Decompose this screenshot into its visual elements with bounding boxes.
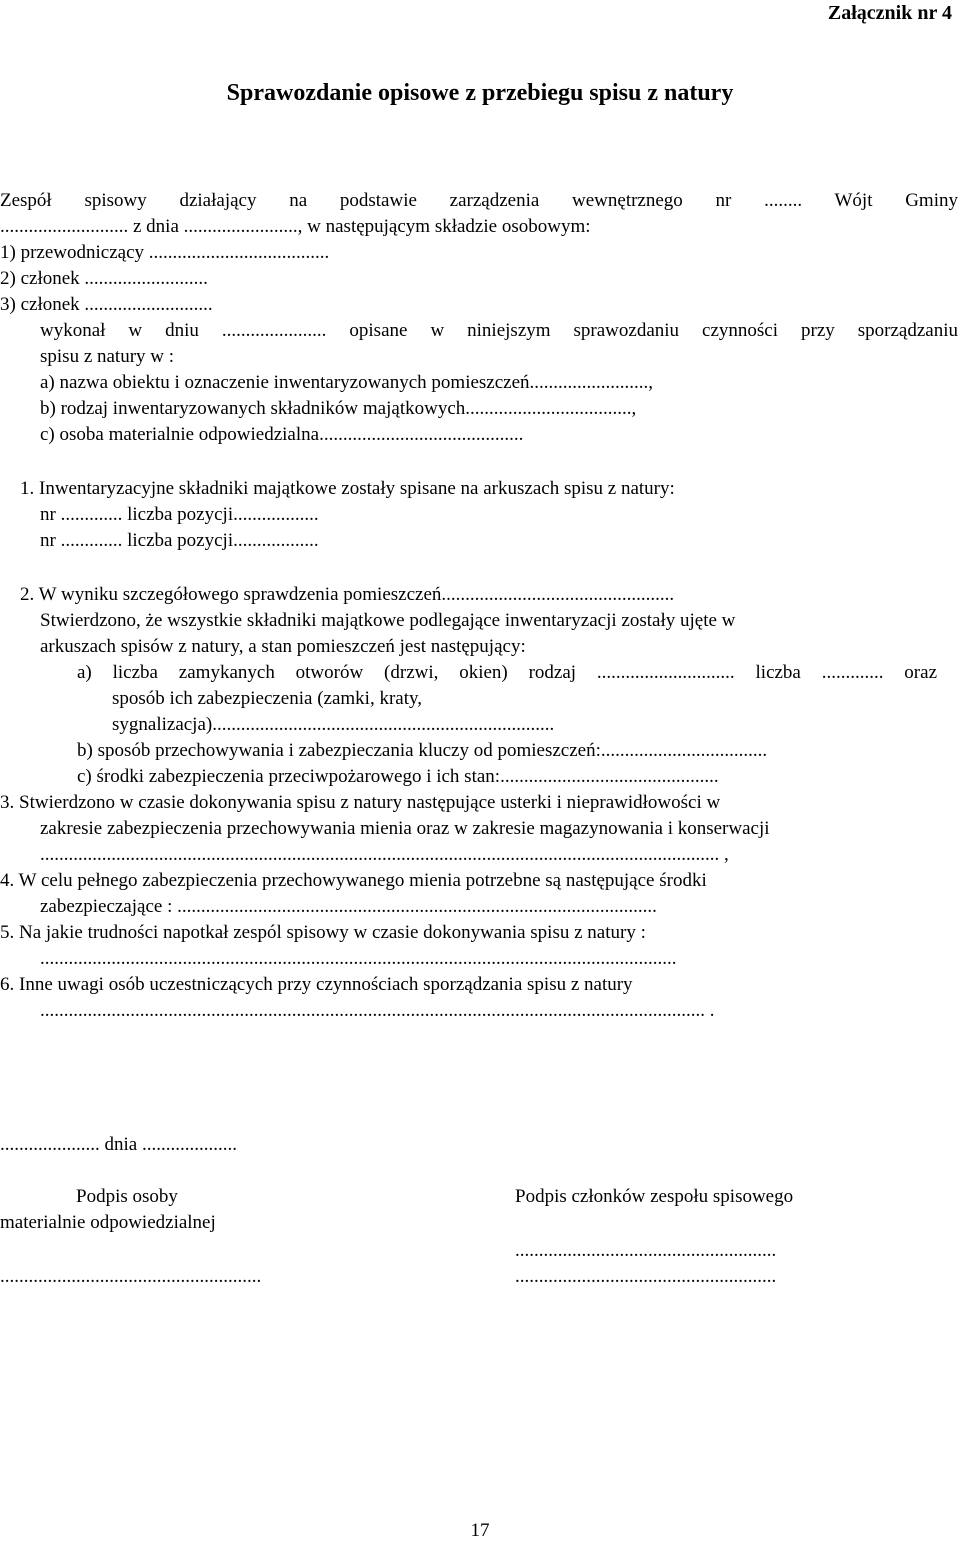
signature-left-label-1: Podpis osoby [76,1186,178,1207]
section-4-line-2: zabezpieczające : ..................................................................................................... [40,896,657,917]
signature-left-label-2: materialnie odpowiedzialnej [0,1212,216,1233]
performed-line-1: wykonał w dniu ...................... opisane w niniejszym sprawozdaniu czynności przy sporządzaniu [40,320,958,341]
section-2-item-a-3: sygnalizacja)........................................................................ [112,714,555,735]
intro-item-a: a) nazwa obiektu i oznaczenie inwentaryzowanych pomieszczeń........................., [40,372,654,393]
section-1-row-1: nr ............. liczba pozycji.................. [40,504,319,525]
annex-label: Załącznik nr 4 [827,2,952,24]
member-chairman: 1) przewodniczący ...................................... [0,242,330,263]
section-2-item-b: b) sposób przechowywania i zabezpieczania kluczy od pomieszczeń:................................... [77,740,768,761]
section-2-text-2: arkuszach spisów z natury, a stan pomieszczeń jest następujący: [40,636,526,657]
signature-right-title: Podpis członków zespołu spisowego [515,1186,794,1207]
document-title: Sprawozdanie opisowe z przebiegu spisu z natury [226,80,734,106]
signature-left-dots: ....................................................... [0,1266,262,1287]
section-5-line-1: 5. Na jakie trudności napotkał zespól spisowy w czasie dokonywania spisu z natury : [0,922,646,943]
intro-line-1: Zespół spisowy działający na podstawie zarządzenia wewnętrznego nr ........ Wójt Gminy [0,190,958,211]
section-1-heading: 1. Inwentaryzacyjne składniki majątkowe zostały spisane na arkuszach spisu z natury: [20,478,675,499]
section-1-row-2: nr ............. liczba pozycji.................. [40,530,319,551]
section-2-item-c: c) środki zabezpieczenia przeciwpożarowego i ich stan:.............................................. [77,766,719,787]
member-2: 2) członek .......................... [0,268,208,289]
section-2-heading: 2. W wyniku szczegółowego sprawdzenia pomieszczeń................................................. [20,584,675,605]
section-5-line-2: ...................................................................................................................................... [40,948,677,969]
signature-right-dots-2: ....................................................... [515,1266,777,1287]
section-2-text-1: Stwierdzono, że wszystkie składniki majątkowe podlegające inwentaryzacji zostały ujęte w [40,610,736,631]
intro-item-b: b) rodzaj inwentaryzowanych składników majątkowych..................................., [40,398,637,419]
section-2-item-a-1: a) liczba zamykanych otworów (drzwi, okien) rodzaj ............................. liczba ............. oraz [77,662,937,683]
section-3-line-1: 3. Stwierdzono w czasie dokonywania spisu z natury następujące usterki i nieprawidłowości w [0,792,721,813]
performed-line-2: spisu z natury w : [40,346,175,367]
intro-item-c: c) osoba materialnie odpowiedzialna........................................... [40,424,524,445]
section-3-line-2: zakresie zabezpieczenia przechowywania mienia oraz w zakresie magazynowania i konserwacji [40,818,770,839]
page-number: 17 [470,1520,490,1541]
section-6-line-2: ............................................................................................................................................ . [40,1000,715,1021]
section-3-line-3: ............................................................................................................................................... , [40,844,729,865]
date-line: ..................... dnia .................... [0,1134,237,1155]
member-3: 3) członek ........................... [0,294,213,315]
signature-right-dots-1: ....................................................... [515,1240,777,1261]
section-6-line-1: 6. Inne uwagi osób uczestniczących przy czynnościach sporządzania spisu z natury [0,974,633,995]
section-2-item-a-2: sposób ich zabezpieczenia (zamki, kraty, [112,688,423,709]
intro-line-2: ........................... z dnia ........................, w następującym składzie osobowym: [0,216,591,237]
section-4-line-1: 4. W celu pełnego zabezpieczenia przechowywanego mienia potrzebne są następujące środki [0,870,707,891]
